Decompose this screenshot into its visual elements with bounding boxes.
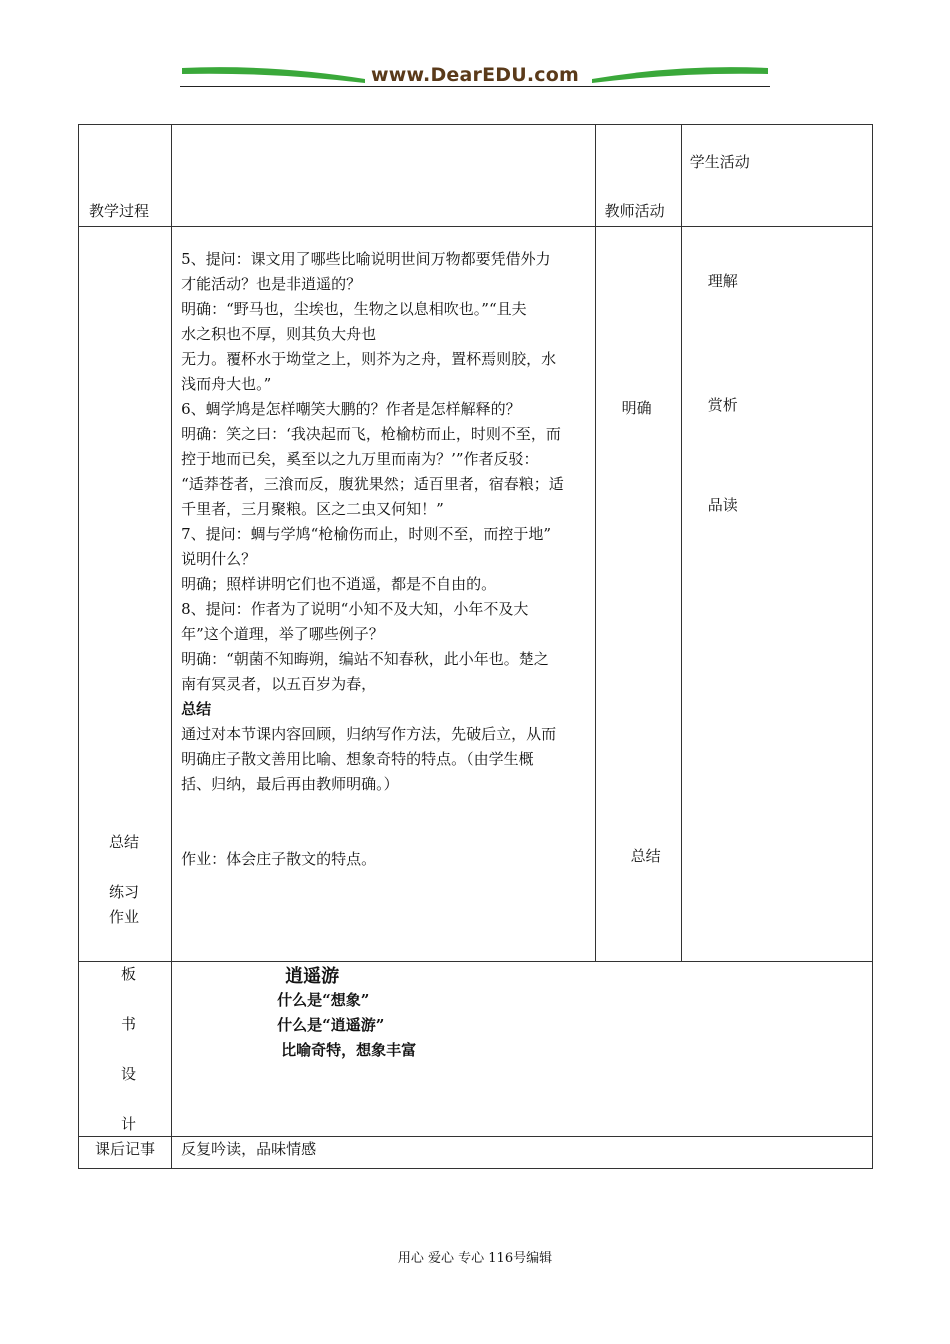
- board-title: 逍遥游: [285, 966, 340, 987]
- content-line: 南有冥灵者，以五百岁为春，: [181, 675, 377, 693]
- summary-line: 明确庄子散文善用比喻、想象奇特的特点。（由学生概: [181, 750, 534, 768]
- board-label: 设: [121, 1065, 137, 1083]
- content-line: 控于地而已矣，奚至以之九万里而南为？’”作者反驳：: [181, 450, 539, 468]
- board-label: 板: [121, 965, 137, 983]
- board-content: [172, 962, 873, 1137]
- content-line: 明确；照样讲明它们也不逍遥，都是不自由的。: [181, 575, 497, 593]
- header-process: 教学过程: [79, 125, 172, 227]
- board-line: 什么是“想象”: [277, 991, 370, 1009]
- student-read: 品读: [707, 496, 738, 514]
- content-line: 6、蜩学鸠是怎样嘲笑大鹏的？作者是怎样解释的？: [181, 400, 521, 418]
- after-class-content: 反复吟读，品味情感: [172, 1137, 873, 1169]
- summary-line: 通过对本节课内容回顾，归纳写作方法，先破后立，从而: [181, 725, 557, 743]
- content-line: 说明什么？: [181, 550, 257, 568]
- content-line: 8、提问：作者为了说明“小知不及大知，小年不及大: [181, 600, 529, 618]
- header-row: [79, 125, 873, 227]
- content-line: 才能活动？也是非逍遥的？: [181, 275, 362, 293]
- content-line: 明确：“野马也，尘埃也，生物之以息相吹也。”“且夫: [181, 300, 527, 318]
- lesson-content: [172, 227, 596, 962]
- body-row: [79, 227, 873, 962]
- process-labels: [79, 227, 172, 962]
- board-design-row: [79, 962, 873, 1137]
- teacher-activity: [595, 227, 681, 962]
- label-practice: 练习: [109, 883, 140, 901]
- content-line: 浅而舟大也。”: [181, 375, 272, 393]
- after-class-row: [79, 1137, 873, 1169]
- board-label: 书: [121, 1015, 137, 1033]
- header-teacher: 教师活动: [595, 125, 681, 227]
- student-appreciate: 赏析: [707, 396, 738, 414]
- lesson-plan-table: [78, 124, 873, 1169]
- page-footer: 用心 爱心 专心 116号编辑: [397, 1251, 553, 1266]
- after-class-label: 课后记事: [79, 1137, 172, 1169]
- board-label: 计: [121, 1115, 137, 1133]
- content-line: 无力。覆杯水于坳堂之上，则芥为之舟，置杯焉则胶，水: [181, 350, 557, 368]
- content-line: “适莽苍者，三湌而反，腹犹果然；适百里者，宿春粮；适: [181, 475, 564, 493]
- summary-heading: 总结: [181, 700, 212, 718]
- homework-line: 作业：体会庄子散文的特点。: [181, 850, 377, 868]
- teacher-summary: 总结: [630, 847, 661, 865]
- label-summary: 总结: [109, 833, 140, 851]
- content-line: 水之积也不厚，则其负大舟也: [181, 325, 377, 343]
- content-line: 年”这个道理，举了哪些例子？: [181, 625, 384, 643]
- label-homework: 作业: [109, 908, 140, 926]
- content-line: 5、提问：课文用了哪些比喻说明世间万物都要凭借外力: [181, 250, 551, 268]
- content-line: 千里者，三月聚粮。区之二虫又何知！”: [181, 500, 444, 518]
- content-line: 明确：“朝菌不知晦朔，编站不知春秋，此小年也。楚之: [181, 650, 549, 668]
- site-name: www.DearEDU.com: [370, 64, 580, 86]
- board-line: 什么是“逍遥游”: [277, 1016, 385, 1034]
- student-understand: 理解: [707, 272, 738, 290]
- header-rule: [180, 86, 770, 87]
- board-labels: [79, 962, 172, 1137]
- student-activity: [681, 227, 872, 962]
- board-line: 比喻奇特，想象丰富: [281, 1041, 417, 1059]
- content-line: 明确：笑之曰：‘我决起而飞，枪榆枋而止，时则不至，而: [181, 425, 561, 443]
- site-header: [180, 62, 770, 92]
- summary-line: 括、归纳，最后再由教师明确。）: [181, 775, 399, 793]
- teacher-clarify: 明确: [621, 399, 652, 417]
- content-line: 7、提问：蜩与学鸠“枪榆伤而止，时则不至，而控于地”: [181, 525, 551, 543]
- header-student: 学生活动: [681, 125, 872, 227]
- header-content-empty: [172, 125, 596, 227]
